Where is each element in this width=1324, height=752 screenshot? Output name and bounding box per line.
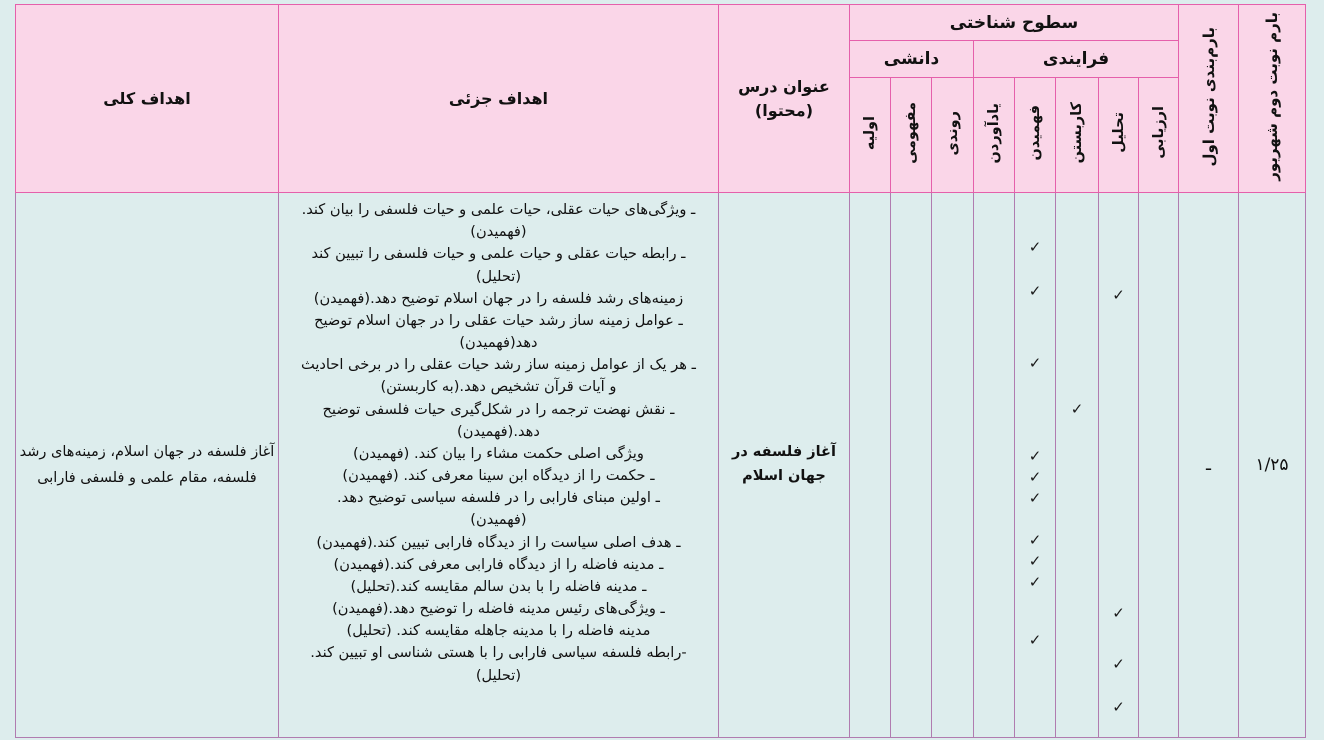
header-col-ravandi: [932, 77, 974, 192]
header-col-avalie: [849, 77, 890, 192]
objective-line: دهد(فهمیدن): [459, 334, 538, 352]
objective-line: ـ مدینه فاضله را با بدن سالم مقایسه کند.(تحلیل): [350, 577, 647, 595]
objective-line: ـ اولین مبنای فارابی را در فلسفه سیاسی توضیح دهد.: [337, 489, 660, 507]
header-row-group: [15, 5, 1305, 41]
objective-line: ـ ویژگی‌های رئیس مدینه فاضله را توضیح دهد.(فهمیدن): [332, 600, 665, 618]
cell-check-avalie: [849, 193, 890, 738]
check-mark: ✓: [1028, 631, 1042, 649]
header-col-yadavardan: [974, 77, 1015, 192]
header-group-process: [974, 41, 1179, 77]
header-cognitive-levels: [849, 5, 1178, 41]
cell-check-yadavardan: [974, 193, 1015, 738]
check-mark: ✓: [1070, 400, 1084, 418]
objective-line: و آیات قرآن تشخیص دهد.(به کاربستن): [380, 378, 617, 396]
header-detailed-objectives-label: اهداف جزئی: [448, 88, 549, 108]
header-score-term1-label: بارم‌بندی نوبت اول: [1199, 26, 1218, 167]
detailed-objectives-inner: [279, 193, 718, 737]
header-col-karbastan: [1056, 77, 1099, 192]
objective-line: ـ هدف اصلی سیاست را از دیدگاه فارابی تبیین کند.(فهمیدن): [316, 533, 681, 551]
lesson-title-line1: آغاز فلسفه در: [731, 444, 836, 461]
cell-check-tahlil: [1099, 193, 1139, 738]
objective-line: ـ نقش نهضت ترجمه را در شکل‌گیری حیات فلسفی توضیح: [322, 400, 675, 418]
cell-check-arzyabi: [1139, 193, 1179, 738]
objective-line: ـ حکمت را از دیدگاه ابن سینا معرفی کند. (فهمیدن): [342, 467, 655, 485]
check-mark: ✓: [1028, 354, 1042, 372]
objective-line: ـ عوامل زمینه ساز رشد حیات عقلی را در جهان اسلام توضیح: [314, 311, 683, 329]
objective-line: (تحلیل): [475, 666, 522, 684]
general-objective-text: آغاز فلسفه در جهان اسلام، زمینه‌های رشد فلسفه، مقام علمی و فلسفی فارابی: [19, 443, 275, 486]
header-score-term2-label: بارم نوبت دوم شهریور: [1262, 12, 1281, 181]
header-group-process-label: فرایندی: [1042, 48, 1110, 69]
header-col-karbastan-label: کاربستن: [1069, 102, 1085, 164]
objective-line: ـ ویژگی‌های حیات عقلی، حیات علمی و حیات فلسفی را بیان کند.: [301, 201, 696, 218]
check-mark: ✓: [1028, 489, 1042, 507]
check-mark: ✓: [1028, 282, 1042, 300]
objective-line: (تحلیل): [475, 267, 522, 285]
cell-check-ravandi: [932, 193, 974, 738]
header-lesson-title: [718, 5, 849, 193]
check-mark: ✓: [1112, 604, 1125, 622]
header-col-fahmidan: [1015, 77, 1056, 192]
header-detailed-objectives: [278, 5, 718, 193]
objective-line: ـ رابطه حیات عقلی و حیات علمی و حیات فلسفی را تبیین کند: [311, 245, 686, 263]
header-col-mafhumi-label: مفهومی: [903, 101, 919, 164]
header-score-term1: [1179, 5, 1239, 193]
score-term1-value: ـ: [1206, 455, 1211, 475]
header-general-objectives-label: اهداف کلی: [103, 88, 191, 108]
lesson-plan-table: [15, 4, 1306, 738]
check-mark: ✓: [1028, 573, 1042, 591]
lesson-title-line2: جهان اسلام: [742, 468, 826, 484]
objective-line: مدینه فاضله را با مدینه جاهله مقایسه کند. (تحلیل): [346, 622, 651, 640]
header-col-tahlil-label: تحلیل: [1110, 112, 1127, 154]
header-lesson-title-line1: عنوان درس: [738, 76, 830, 96]
header-score-term2: [1239, 5, 1306, 193]
header-col-arzyabi-label: ارزیابی: [1150, 106, 1167, 160]
objective-line: ویژگی اصلی حکمت مشاء را بیان کند. (فهمیدن): [353, 444, 644, 462]
header-col-tahlil: [1099, 77, 1139, 192]
objective-line: ـ مدینه فاضله را از دیدگاه فارابی معرفی کند.(فهمیدن): [333, 555, 664, 573]
header-lesson-title-line2: (محتوا): [754, 100, 813, 120]
cell-lesson-title: [718, 193, 849, 738]
header-group-knowledge-label: دانشی: [883, 48, 940, 69]
header-group-knowledge: [849, 41, 973, 77]
objective-line: (فهمیدن): [470, 511, 527, 529]
header-general-objectives: [15, 5, 278, 193]
cell-general-objective: [15, 193, 278, 738]
detailed-objectives-list: [287, 199, 710, 687]
cell-score-term2: [1239, 193, 1306, 738]
objective-line: زمینه‌های رشد فلسفه را در جهان اسلام توضیح دهد.(فهمیدن): [313, 289, 684, 307]
header-col-arzyabi: [1139, 77, 1179, 192]
check-mark: ✓: [1112, 655, 1125, 673]
table-row: [15, 193, 1305, 738]
cell-check-karbastan: [1056, 193, 1099, 738]
objective-line: ـ هر یک از عوامل زمینه ساز رشد حیات عقلی را در برخی احادیث: [300, 356, 696, 374]
cell-check-mafhumi: [891, 193, 932, 738]
check-mark: ✓: [1028, 238, 1042, 256]
header-col-fahmidan-label: فهمیدن: [1027, 105, 1043, 161]
lesson-plan-table-wrapper: [16, 4, 1306, 738]
check-mark: ✓: [1112, 286, 1125, 304]
cell-check-fahmidan: [1015, 193, 1056, 738]
check-mark: ✓: [1112, 698, 1125, 716]
check-mark: ✓: [1028, 552, 1042, 570]
check-mark: ✓: [1028, 468, 1042, 486]
objective-line: (فهمیدن): [470, 223, 527, 241]
header-col-yadavardan-label: یادآوردن: [986, 102, 1002, 164]
header-col-ravandi-label: روندی: [944, 110, 961, 156]
objective-line: -رابطه فلسفه سیاسی فارابی را با هستی شناسی او تبیین کند.: [310, 644, 687, 662]
score-term2-value: ۱/۲۵: [1255, 455, 1289, 475]
check-mark: ✓: [1028, 531, 1042, 549]
objective-line: دهد.(فهمیدن): [457, 422, 540, 440]
header-col-avalie-label: اولیه: [861, 115, 878, 150]
header-cognitive-levels-label: سطوح شناختی: [949, 12, 1079, 33]
cell-detailed-objectives: [278, 193, 718, 738]
cell-score-term1: [1179, 193, 1239, 738]
check-mark: ✓: [1028, 447, 1042, 465]
header-col-mafhumi: [891, 77, 932, 192]
